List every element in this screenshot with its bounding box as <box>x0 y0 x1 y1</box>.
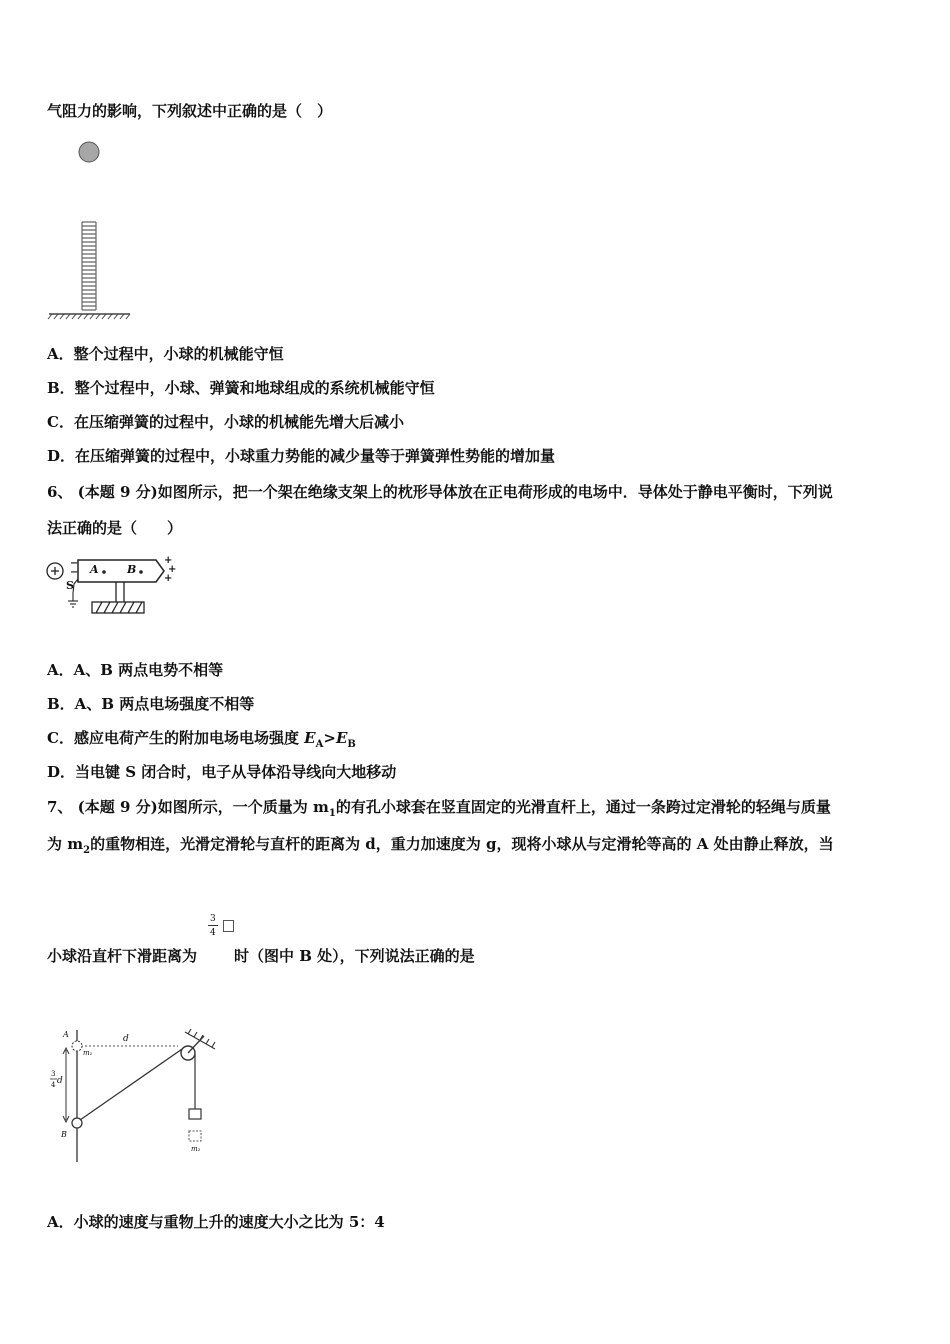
label-frac-den: 4 <box>51 1081 56 1089</box>
label-d: d <box>123 1034 129 1044</box>
pulley-figure <box>48 1026 228 1166</box>
label-a: A <box>90 563 99 576</box>
label-d-height: d <box>57 1076 63 1086</box>
induced-plus-sign: + <box>168 564 177 575</box>
ball-icon <box>79 142 99 162</box>
fraction-numerator: 3 <box>210 914 216 924</box>
spring-icon <box>82 222 96 310</box>
q7-stem-line2: 为 $m_2$的重物相连，光滑定滑轮与直杆的距离为 d，重力加速度为 g，现将小球从与定滑轮等高的 A 处由静止释放，当 <box>47 835 834 856</box>
q5-option-b: B．整个过程中，小球、弹簧和地球组成的系统机械能守恒 <box>47 379 435 397</box>
q6-stem-line1: 6、 (本题 9 分)如图所示，把一个架在绝缘支架上的枕形导体放在正电荷形成的电场中．导体处于静电平衡时，下列说 <box>47 483 833 501</box>
induced-minus-sign: − <box>70 558 79 569</box>
q7-stem-line3-part2: 时（图中 B 处），下列说法正确的是 <box>234 947 475 965</box>
q5-option-a: A．整个过程中，小球的机械能守恒 <box>47 345 284 363</box>
induced-plus-sign: + <box>164 573 173 584</box>
ground-icon <box>48 314 130 319</box>
q6-option-a: A．A、B 两点电势不相等 <box>47 661 224 679</box>
q5-option-d: D．在压缩弹簧的过程中，小球重力势能的减少量等于弹簧弹性势能的增加量 <box>47 447 556 465</box>
stand-icon <box>92 582 144 613</box>
q6-stem-line2: 法正确的是（ ） <box>47 519 183 537</box>
fraction-denominator: 4 <box>210 928 216 938</box>
fraction-bar <box>208 925 218 926</box>
label-m1: m₁ <box>83 1049 93 1057</box>
rope <box>80 1047 185 1120</box>
q6-option-b: B．A、B 两点电场强度不相等 <box>47 695 255 713</box>
label-switch-s: S <box>66 579 74 592</box>
ball-spring-figure <box>46 138 136 323</box>
q6-option-c: C．感应电荷产生的附加电场电场强度 $E_A>E_B$ <box>47 729 356 750</box>
missing-glyph-box <box>223 920 234 932</box>
point-b-dot <box>139 570 143 574</box>
conductor-figure <box>44 553 179 623</box>
label-b: B <box>61 1130 67 1139</box>
point-a-dot <box>102 570 106 574</box>
weight-box-dashed <box>189 1131 201 1141</box>
weight-box <box>189 1109 201 1119</box>
induced-plus-sign: + <box>164 555 173 566</box>
q7-option-a: A．小球的速度与重物上升的速度大小之比为 5：4 <box>47 1213 385 1231</box>
q6-option-d: D．当电键 S 闭合时，电子从导体沿导线向大地移动 <box>47 763 397 781</box>
label-frac-num: 3 <box>51 1070 56 1078</box>
q5-stem-tail: 气阻力的影响，下列叙述中正确的是（ ） <box>47 102 333 120</box>
q7-stem-line1: 7、 (本题 9 分)如图所示，一个质量为 $m_1$的有孔小球套在竖直固定的光滑直杆上，通过一条跨过定滑轮的轻绳与质量 <box>47 798 831 819</box>
q7-stem-line3-part1: 小球沿直杆下滑距离为 <box>47 947 198 965</box>
ball-at-a <box>72 1041 82 1051</box>
induced-minus-sign: − <box>70 567 79 578</box>
label-a: A <box>63 1030 69 1039</box>
q5-option-c: C．在压缩弹簧的过程中，小球的机械能先增大后减小 <box>47 413 404 431</box>
label-m2: m₂ <box>191 1145 201 1153</box>
label-b: B <box>127 563 137 576</box>
